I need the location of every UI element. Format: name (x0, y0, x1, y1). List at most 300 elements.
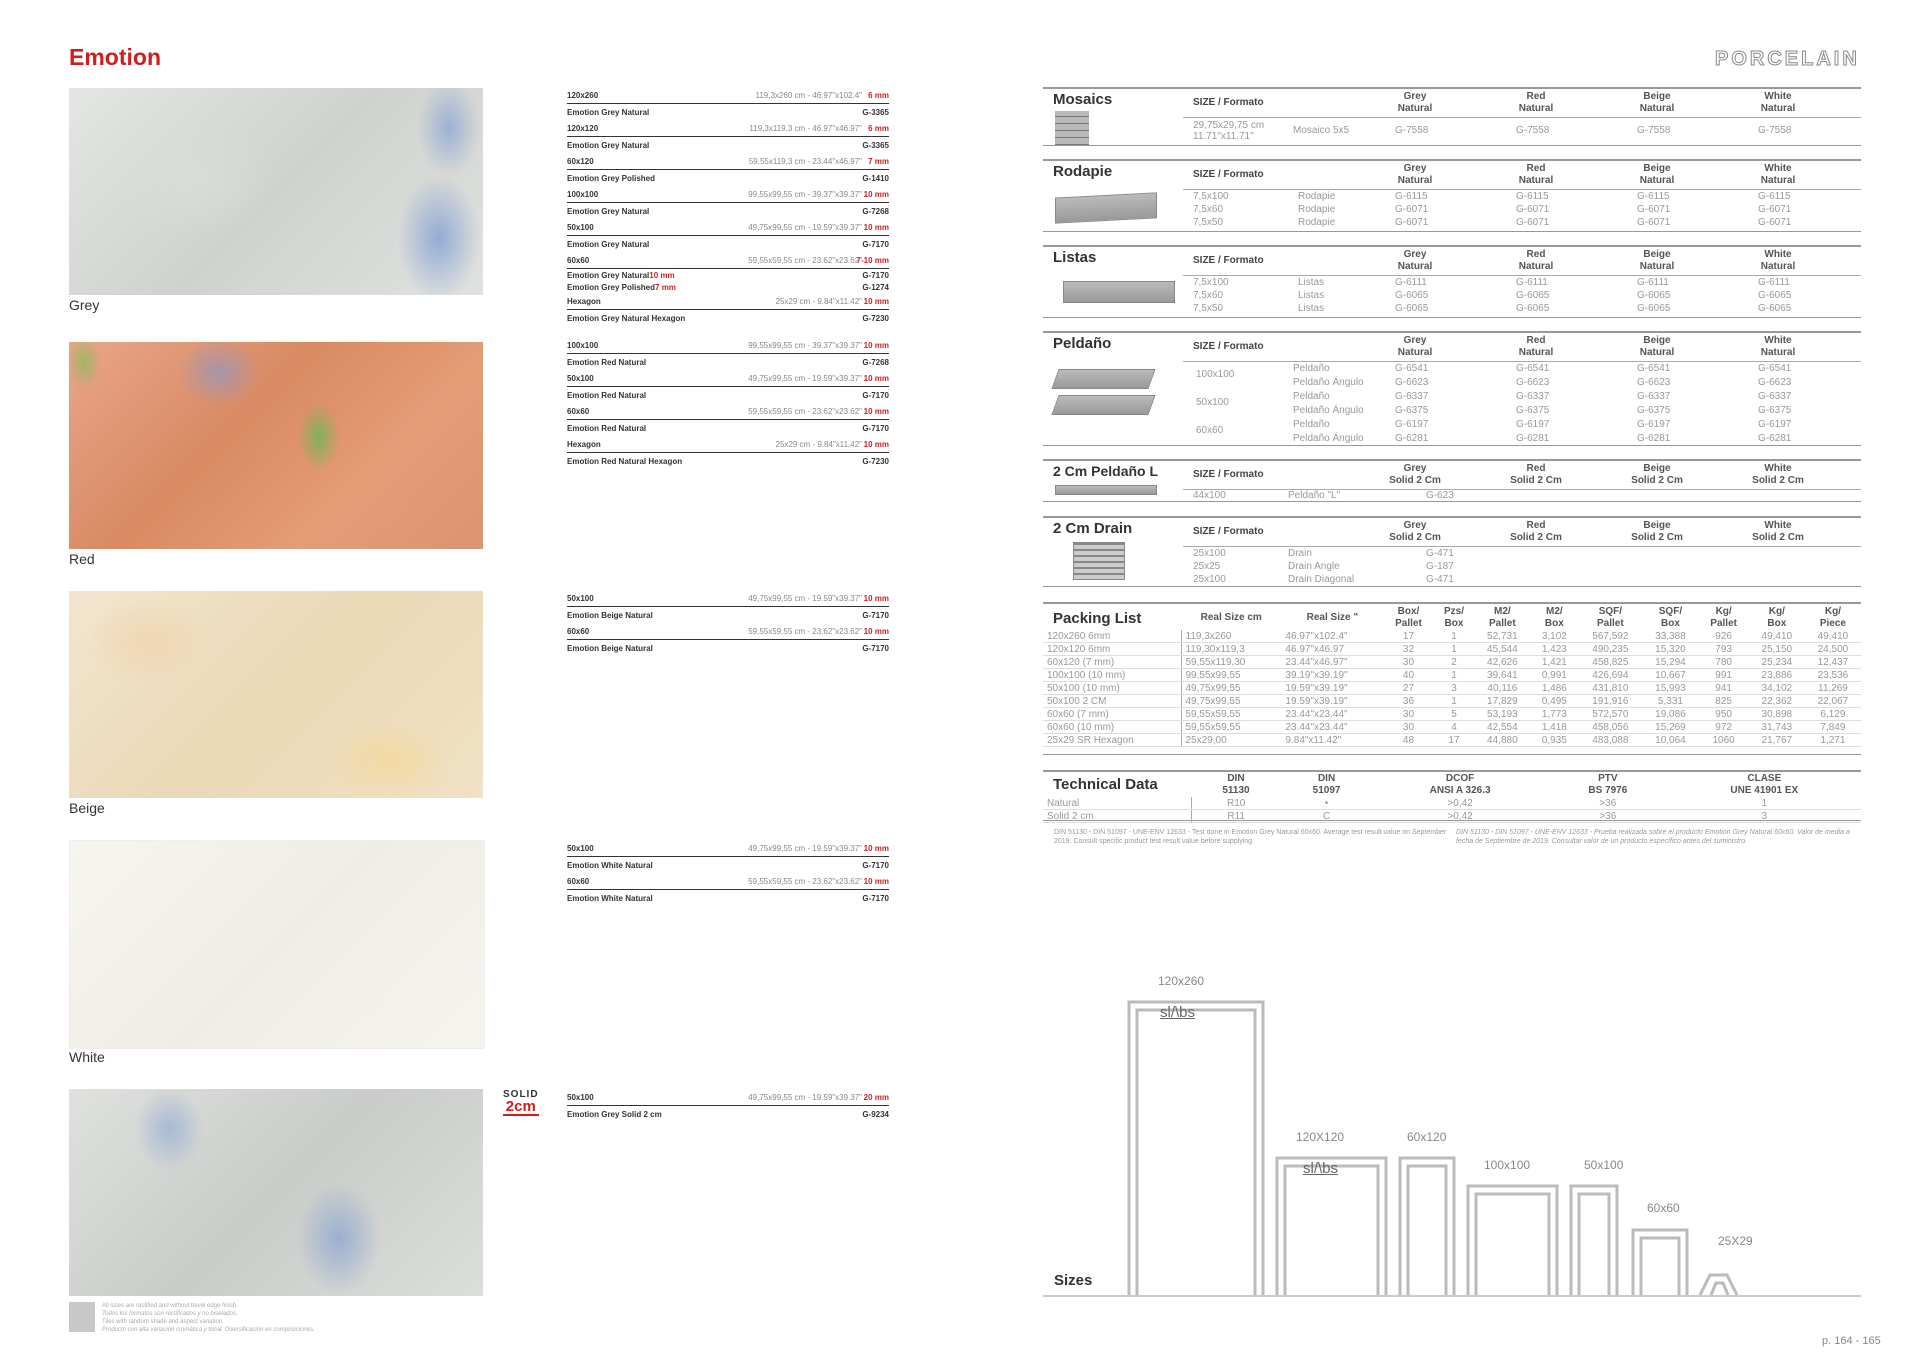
packing-header-line1: Real Size " (1306, 612, 1359, 623)
product-code: G-6111 (1395, 277, 1427, 288)
spec-thickness: 10 mm (863, 189, 889, 199)
packing-cell: 2 (1434, 656, 1475, 669)
packing-cell: 19,086 (1642, 708, 1698, 721)
spec-list-red (567, 337, 889, 469)
drain-desc: Drain Diagonal (1288, 574, 1355, 585)
finish-name: Natural (1397, 261, 1433, 272)
technical-cell: • (1281, 797, 1372, 810)
packing-cell: 780 (1698, 656, 1748, 669)
size-label-100x100: 100x100 (1484, 1158, 1531, 1172)
row-size: 7,5x100 (1193, 277, 1229, 288)
color-name: Grey (1403, 335, 1427, 346)
color-column-header (1602, 249, 1712, 273)
spec-name-wrap (567, 271, 675, 280)
packing-header-line2: Box (1660, 618, 1680, 629)
drain-code: G-187 (1426, 561, 1454, 572)
spec-name-wrap (567, 424, 646, 433)
product-code: G-6065 (1395, 290, 1429, 301)
spec-size-row (567, 120, 889, 137)
packing-row (1043, 643, 1861, 656)
packing-cell: 23,886 (1749, 669, 1805, 682)
spec-size-row (567, 873, 889, 890)
packing-cell: 46.97"x102.4" (1281, 630, 1383, 643)
product-code: G-6623 (1637, 377, 1671, 388)
packing-row (1043, 630, 1861, 643)
size-header: SIZE / Formato (1193, 169, 1264, 180)
packing-cell: 15,993 (1642, 682, 1698, 695)
size-outline-25x29 (1700, 1275, 1737, 1295)
row-desc: Peldaño Ángulo (1293, 377, 1364, 388)
product-code: G-6071 (1758, 217, 1792, 228)
spec-code: G-7170 (862, 270, 889, 280)
packing-cell: 567,592 (1578, 630, 1642, 643)
technical-note-es: DIN 51130 - DIN 51097 - UNE-ENV 12633 - Prueba realizada sobre el producto Emotion Grey Natural 60x60. Valor de media a fecha de Septiembre de 2019. Consultar valor de un producto específico antes del suministro. (1456, 829, 1850, 845)
spec-dimensions: 25x29 cm - 9.84"x11.42" (775, 296, 862, 306)
row-size: 50x100 (1196, 397, 1229, 408)
product-code: G-7558 (1395, 125, 1429, 136)
spec-code: G-1410 (862, 173, 889, 183)
mosaics-title: Mosaics (1053, 91, 1113, 108)
product-code: G-6337 (1395, 391, 1429, 402)
packing-header-line1: Kg/ (1715, 606, 1732, 617)
packing-cell: 32 (1383, 643, 1433, 656)
drain-section (1043, 516, 1861, 587)
packing-cell: 5 (1434, 708, 1475, 721)
page-title: Emotion (69, 44, 161, 70)
product-code: G-6071 (1395, 217, 1429, 228)
spec-size-row (567, 590, 889, 607)
color-name: Red (1526, 335, 1546, 346)
packing-column-header (1383, 606, 1433, 630)
drain-icon (1073, 542, 1125, 580)
tile-image-white (69, 840, 485, 1049)
technical-header-blank (1043, 773, 1191, 797)
packing-row (1043, 669, 1861, 682)
packing-cell: 49,410 (1749, 630, 1805, 643)
packing-cell: 46.97"x46.97 (1281, 643, 1383, 656)
spec-thickness: 10 mm (863, 296, 889, 306)
color-name: Beige (1643, 335, 1671, 346)
spec-code: G-7230 (862, 456, 889, 466)
drain-code: G-471 (1426, 574, 1454, 585)
spec-dimensions: 49,75x99,55 cm - 19.59"x39.37" (748, 843, 862, 853)
technical-header-line1: DCOF (1445, 773, 1475, 784)
footnote-line: Producto con alta variación cromática y tonal. Diversificación en composiciones. (102, 1327, 315, 1333)
row-desc: Rodapie (1298, 204, 1336, 215)
product-code: G-6111 (1758, 277, 1790, 288)
spec-code: G-7170 (862, 610, 889, 620)
color-column-header (1360, 463, 1470, 487)
spec-product-name: Emotion Beige Natural (567, 610, 653, 620)
spec-dimensions: 99,55x99,55 cm - 39.37"x39.37" (748, 340, 862, 350)
packing-cell: 49,75x99,55 (1181, 695, 1281, 708)
packing-cell: 15,294 (1642, 656, 1698, 669)
spec-product-name: Emotion Grey Natural (567, 270, 650, 280)
spec-size: 60x120 (567, 156, 594, 166)
spec-size-row (567, 186, 889, 203)
spec-size: 50x100 (567, 222, 594, 232)
row-size: 60x60 (1196, 425, 1224, 436)
packing-cell: 21,767 (1749, 734, 1805, 747)
technical-row (1043, 810, 1861, 823)
technical-column-header (1668, 773, 1861, 797)
spec-dimensions: 49,75x99,55 cm - 19.59"x39.37" (748, 373, 862, 383)
spec-name-wrap (567, 240, 649, 249)
technical-cell: 1 (1668, 797, 1861, 810)
spec-code: G-7170 (862, 423, 889, 433)
packing-cell: 926 (1698, 630, 1748, 643)
spec-product-name: Emotion Grey Polished (567, 173, 656, 183)
size-outline-50x100 (1571, 1186, 1617, 1295)
tile-image-grey (69, 88, 483, 295)
packing-cell: 15,320 (1642, 643, 1698, 656)
packing-list-section (1043, 602, 1861, 755)
row-desc: Peldaño Ángulo (1293, 405, 1364, 416)
spec-name-row (567, 203, 889, 219)
tile-label-grey: Grey (69, 297, 100, 313)
packing-cell: 1,418 (1530, 721, 1578, 734)
product-code: G-6375 (1516, 405, 1550, 416)
packing-column-header (1578, 606, 1642, 630)
product-code: G-6111 (1516, 277, 1548, 288)
product-code: G-7558 (1758, 125, 1792, 136)
spec-code: G-7268 (862, 357, 889, 367)
packing-cell: 1 (1434, 630, 1475, 643)
spec-size: 60x60 (567, 626, 590, 636)
spec-size: Hexagon (567, 296, 601, 306)
packing-cell: 59,55x59,55 (1181, 708, 1281, 721)
color-column-header (1602, 163, 1712, 187)
finish-name: Solid 2 Cm (1389, 475, 1441, 486)
product-code: G-6065 (1395, 303, 1429, 314)
spec-code: G-7170 (862, 643, 889, 653)
spec-dimensions: 49,75x99,55 cm - 19.59"x39.37" (748, 222, 862, 232)
spec-size: 120x260 (567, 90, 599, 100)
spec-dimensions: 59,55x59,55 cm - 23.62"x23.62" (748, 626, 862, 636)
technical-cell: 3 (1668, 810, 1861, 823)
packing-cell: 0,991 (1530, 669, 1578, 682)
packing-cell: 19.59"x39.19" (1281, 695, 1383, 708)
packing-cell: 22,362 (1749, 695, 1805, 708)
packing-cell: 23.44"x23.44" (1281, 708, 1383, 721)
spec-size-row (567, 370, 889, 387)
color-name: Grey (1403, 163, 1427, 174)
color-column-header (1360, 335, 1470, 359)
product-code: G-6065 (1758, 303, 1792, 314)
packing-row (1043, 656, 1861, 669)
color-column-header (1360, 163, 1470, 187)
peldano-l-code: G-623 (1426, 490, 1454, 501)
packing-cell: 39.19"x39.19" (1281, 669, 1383, 682)
spec-name-wrap (567, 611, 653, 620)
technical-header-line1: PTV (1598, 773, 1618, 784)
finish-name: Natural (1518, 103, 1554, 114)
row-desc: Peldaño (1293, 363, 1330, 374)
spec-name-row (567, 354, 889, 370)
spec-code: G-9234 (862, 1109, 889, 1119)
product-code: G-6197 (1395, 419, 1429, 430)
size-header: SIZE / Formato (1193, 255, 1264, 266)
packing-cell: 59,55x119,30 (1181, 656, 1281, 669)
spec-name-row (567, 104, 889, 120)
packing-cell: 1060 (1698, 734, 1748, 747)
spec-name-wrap (567, 283, 676, 292)
row-desc: Listas (1298, 277, 1325, 288)
finish-name: Solid 2 Cm (1631, 532, 1683, 543)
packing-header-blank (1043, 606, 1181, 630)
packing-cell: 825 (1698, 695, 1748, 708)
spec-name-wrap (567, 644, 653, 653)
spec-dimensions: 49,75x99,55 cm - 19.59"x39.37" (748, 593, 862, 603)
peldano-l-desc: Peldaño "L" (1288, 490, 1341, 501)
packing-header-line2: Box (1444, 618, 1464, 629)
spec-name-wrap (567, 174, 655, 183)
spec-size: 100x100 (567, 189, 599, 199)
mosaic-desc: Mosaico 5x5 (1293, 125, 1350, 136)
spec-size-row (567, 219, 889, 236)
spec-size-row (567, 252, 889, 269)
packing-cell: 1 (1434, 695, 1475, 708)
color-name: Red (1526, 163, 1546, 174)
packing-cell: 972 (1698, 721, 1748, 734)
packing-cell: 25,150 (1749, 643, 1805, 656)
size-header: SIZE / Formato (1193, 469, 1264, 480)
packing-cell: 572,570 (1578, 708, 1642, 721)
peldano-icon (1051, 369, 1155, 389)
technical-cell: C (1281, 810, 1372, 823)
packing-cell: 59,55x59,55 (1181, 721, 1281, 734)
packing-row (1043, 734, 1861, 747)
technical-cell: >36 (1548, 810, 1668, 823)
packing-cell: 4 (1434, 721, 1475, 734)
row-desc: Peldaño (1293, 419, 1330, 430)
technical-header-line2: ANSI A 326.3 (1429, 785, 1491, 796)
spec-product-name: Emotion Grey Polished (567, 282, 656, 292)
packing-table (1043, 606, 1861, 747)
spec-name-row (567, 1106, 889, 1122)
size-outline-100x100 (1468, 1186, 1557, 1295)
packing-cell: 49,75x99,55 (1181, 682, 1281, 695)
product-code: G-6541 (1637, 363, 1671, 374)
finish-name: Natural (1518, 261, 1554, 272)
packing-cell: 60x60 (7 mm) (1043, 708, 1181, 721)
spec-thickness: 10 mm (863, 340, 889, 350)
size-outline-60x60 (1633, 1230, 1687, 1295)
spec-name-wrap (567, 207, 649, 216)
color-column-header (1602, 520, 1712, 544)
spec-size-row (567, 153, 889, 170)
footnote-line: Tiles with random shade and aspect variation. (102, 1319, 224, 1325)
color-column-header (1481, 520, 1591, 544)
spec-dimensions: 49,75x99,55 cm - 19.59"x39.37" (748, 1092, 862, 1102)
packing-cell: 0,935 (1530, 734, 1578, 747)
spec-dimensions: 59,55x59,55 cm - 23.62"x23.62" (748, 255, 862, 265)
row-size: 100x100 (1196, 369, 1235, 380)
spec-name-row (567, 857, 889, 873)
spec-product-name: Emotion Red Natural Hexagon (567, 456, 683, 466)
spec-list-grey (567, 87, 889, 326)
packing-header-line1: Pzs/ (1443, 606, 1464, 617)
spec-size-row (567, 337, 889, 354)
spec-size-row (567, 87, 889, 104)
packing-header-line2: Pallet (1489, 618, 1516, 629)
product-code: G-6115 (1637, 191, 1670, 202)
finish-name: Natural (1639, 347, 1675, 358)
product-code: G-6375 (1395, 405, 1429, 416)
spec-code: G-7268 (862, 206, 889, 216)
spec-product-name: Emotion Grey Natural (567, 107, 650, 117)
packing-header-line1: SQF/ (1598, 606, 1623, 617)
finish-name: Solid 2 Cm (1510, 532, 1562, 543)
product-code: G-7558 (1637, 125, 1671, 136)
packing-column-header (1530, 606, 1578, 630)
color-column-header (1481, 249, 1591, 273)
size-header: SIZE / Formato (1193, 97, 1264, 108)
spec-thickness: 10 mm (863, 439, 889, 449)
packing-header-line2: Piece (1819, 618, 1846, 629)
packing-cell: 191,916 (1578, 695, 1642, 708)
product-code: G-6115 (1395, 191, 1428, 202)
spec-dimensions: 59,55x59,55 cm - 23.62"x23.62" (748, 876, 862, 886)
spec-product-name: Emotion Red Natural (567, 423, 647, 433)
color-name: Beige (1643, 463, 1671, 474)
drain-size: 25x25 (1193, 561, 1221, 572)
packing-header-line1: SQF/ (1658, 606, 1683, 617)
product-code: G-6115 (1758, 191, 1791, 202)
packing-cell: 1,271 (1805, 734, 1861, 747)
tile-label-red: Red (69, 551, 95, 567)
color-name: Red (1526, 463, 1546, 474)
color-column-header (1602, 463, 1712, 487)
technical-header-line2: UNE 41901 EX (1730, 785, 1799, 796)
drain-title: 2 Cm Drain (1053, 520, 1133, 537)
packing-cell: 490,235 (1578, 643, 1642, 656)
spec-name-thickness: 7 mm (655, 282, 676, 292)
product-code: G-6541 (1516, 363, 1550, 374)
technical-column-header (1372, 773, 1548, 797)
product-code: G-6071 (1516, 204, 1550, 215)
product-code: G-6065 (1758, 290, 1792, 301)
rodapie-section (1043, 159, 1861, 232)
color-column-header (1360, 91, 1470, 115)
product-code: G-6281 (1395, 433, 1429, 444)
header-rule (1183, 361, 1861, 362)
finish-name: Natural (1397, 347, 1433, 358)
packing-cell: 17 (1383, 630, 1433, 643)
drain-desc: Drain Angle (1288, 561, 1340, 572)
color-column-header (1481, 91, 1591, 115)
packing-cell: 1,423 (1530, 643, 1578, 656)
color-name: Red (1526, 249, 1546, 260)
row-size: 7,5x100 (1193, 191, 1229, 202)
packing-column-header (1698, 606, 1748, 630)
drain-desc: Drain (1288, 548, 1312, 559)
packing-cell: 12,437 (1805, 656, 1861, 669)
color-name: Red (1526, 520, 1546, 531)
packing-cell: 53,193 (1474, 708, 1530, 721)
color-name: Beige (1643, 520, 1671, 531)
peldano-l-section (1043, 459, 1861, 502)
technical-cell: Solid 2 cm (1043, 810, 1191, 823)
color-name: Beige (1643, 249, 1671, 260)
size-label-50x100: 50x100 (1584, 1158, 1624, 1172)
product-code: G-6337 (1758, 391, 1792, 402)
packing-cell: 23,536 (1805, 669, 1861, 682)
spec-thickness: 10 mm (863, 843, 889, 853)
spec-name-wrap (567, 141, 649, 150)
color-name: White (1764, 520, 1792, 531)
technical-column-header (1548, 773, 1668, 797)
row-desc: Peldaño Ángulo (1293, 433, 1364, 444)
packing-cell: 23.44"x46.97" (1281, 656, 1383, 669)
packing-cell: 1 (1434, 669, 1475, 682)
finish-name: Natural (1397, 103, 1433, 114)
spec-name-wrap (567, 1110, 662, 1119)
spec-product-name: Emotion White Natural (567, 893, 653, 903)
spec-size-row (567, 1089, 889, 1106)
packing-cell: 27 (1383, 682, 1433, 695)
product-code: G-6375 (1637, 405, 1671, 416)
size-outline-120x260 (1129, 1002, 1263, 1295)
spec-code: G-7170 (862, 860, 889, 870)
spec-thickness: 10 mm (863, 593, 889, 603)
solid-2cm-badge (503, 1089, 539, 1116)
color-column-header (1481, 163, 1591, 187)
spec-name-row (567, 170, 889, 186)
packing-cell: 6,129 (1805, 708, 1861, 721)
product-code: G-6115 (1516, 191, 1549, 202)
packing-cell: 3 (1434, 682, 1475, 695)
packing-cell: 60x60 (10 mm) (1043, 721, 1181, 734)
product-code: G-6337 (1637, 391, 1671, 402)
page-number: p. 164 - 165 (1822, 1335, 1881, 1347)
spec-name-wrap (567, 314, 685, 323)
spec-size: 50x100 (567, 843, 594, 853)
row-size: 7,5x50 (1193, 217, 1224, 228)
packing-column-header (1805, 606, 1861, 630)
packing-cell: 42,626 (1474, 656, 1530, 669)
color-column-header (1723, 335, 1833, 359)
packing-cell: 36 (1383, 695, 1433, 708)
listas-section (1043, 245, 1861, 318)
packing-cell: 1,421 (1530, 656, 1578, 669)
spec-name-thickness: 10 mm (649, 270, 675, 280)
technical-header-row (1043, 773, 1861, 797)
product-code: G-6281 (1637, 433, 1671, 444)
color-column-header (1602, 91, 1712, 115)
footnote-line: All sizes are rectified and without bevel edge finish. (102, 1303, 238, 1309)
slabs-logo: sl/\bs (1303, 1160, 1339, 1177)
color-column-header (1481, 463, 1591, 487)
packing-cell: 3,102 (1530, 630, 1578, 643)
finish-name: Natural (1760, 103, 1796, 114)
mosaic-icon (1055, 111, 1089, 145)
color-name: White (1764, 335, 1792, 346)
finish-name: Solid 2 Cm (1631, 475, 1683, 486)
packing-cell: 99,55x99,55 (1181, 669, 1281, 682)
finish-name: Natural (1518, 347, 1554, 358)
row-desc: Listas (1298, 303, 1325, 314)
finish-name: Natural (1397, 175, 1433, 186)
spec-size-row (567, 840, 889, 857)
packing-cell: 34,102 (1749, 682, 1805, 695)
spec-thickness: 10 mm (863, 222, 889, 232)
color-column-header (1723, 463, 1833, 487)
color-column-header (1481, 335, 1591, 359)
packing-cell: 50x100 2 CM (1043, 695, 1181, 708)
spec-size: 50x100 (567, 593, 594, 603)
packing-cell: 793 (1698, 643, 1748, 656)
